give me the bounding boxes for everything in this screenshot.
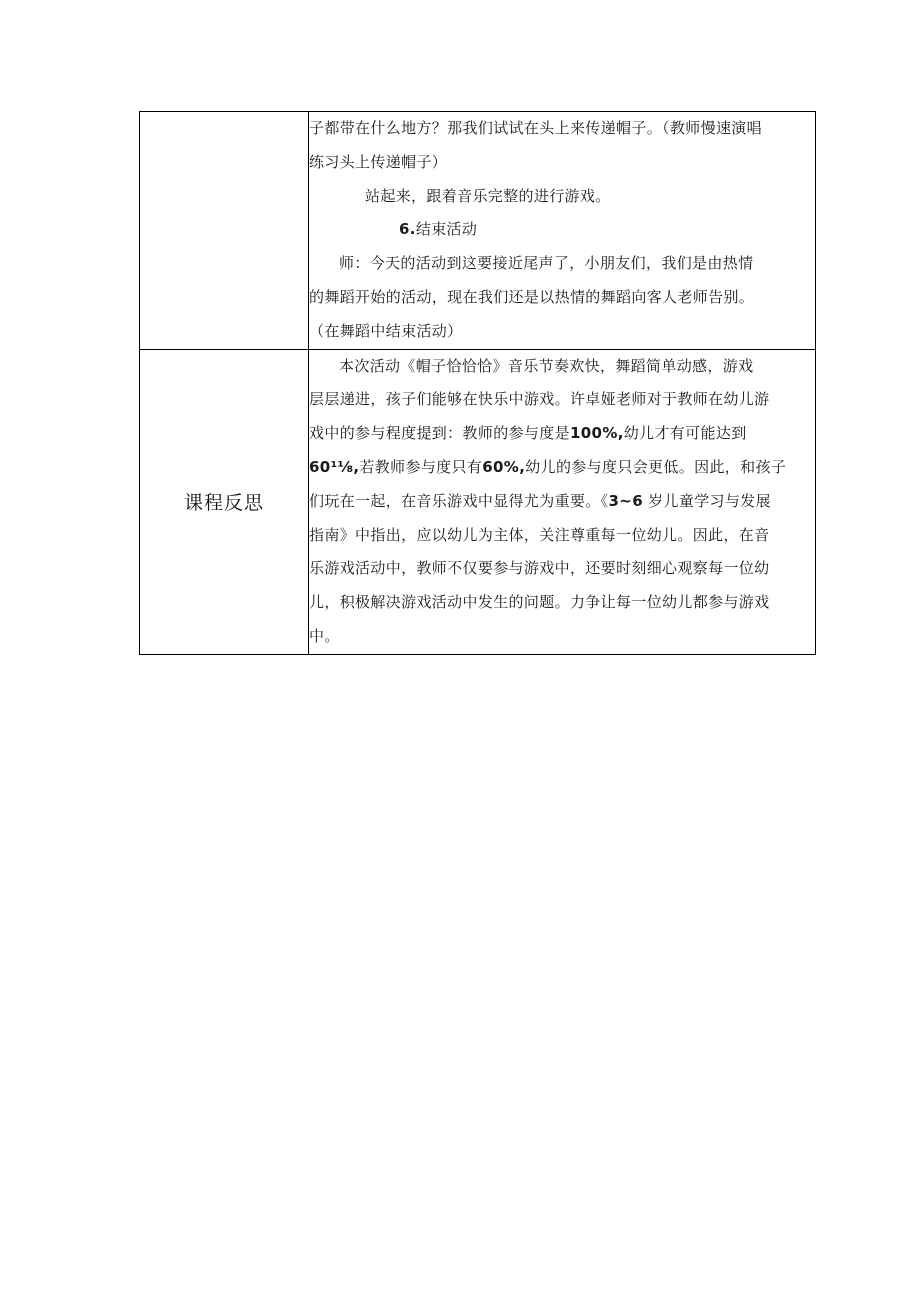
text-run: 幼儿才有可能达到 (623, 424, 747, 443)
paragraph-line: 层层递进，孩子们能够在快乐中游戏。许卓娅老师对于教师在幼儿游 (309, 390, 770, 409)
paragraph-line: 的舞蹈开始的活动，现在我们还是以热情的舞蹈向客人老师告别。 (309, 287, 755, 306)
paragraph-line (309, 485, 815, 519)
paragraph-line: （在舞蹈中结束活动） (309, 321, 463, 340)
paragraph-line: 师：今天的活动到这要接近尾声了，小朋友们，我们是由热情 (339, 254, 754, 273)
text-run: 们玩在一起，在音乐游戏中显得尤为重要。《 (309, 491, 609, 510)
paragraph-line: 子都带在什么地方？那我们试试在头上来传递帽子。（教师慢速演唱 (309, 119, 763, 137)
percentage-value: 100%, (569, 424, 624, 443)
paragraph-line: 本次活动《帽子恰恰恰》音乐节奏欢快，舞蹈简单动感，游戏 (339, 356, 754, 375)
paragraph-line: 中。 (309, 626, 340, 645)
paragraph-line: 练习头上传递帽子） (309, 152, 448, 171)
paragraph-line: 指南》中指出，应以幼儿为主体，关注尊重每一位幼儿。因此，在音 (309, 525, 770, 544)
table-row-activity-end (140, 112, 816, 350)
reflection-content-cell (309, 349, 816, 654)
age-range-value: 3~6 (608, 491, 644, 510)
row-label-cell-empty (140, 112, 309, 350)
text-run: 戏中的参与程度提到：教师的参与度是 (309, 424, 570, 443)
percentage-value: 60¹⅛, (309, 457, 360, 476)
paragraph-line (309, 417, 815, 451)
activity-content-cell (309, 112, 816, 350)
table-row-reflection (140, 349, 816, 654)
paragraph-line: 站起来，跟着音乐完整的进行游戏。 (365, 186, 611, 205)
paragraph-line: 乐游戏活动中，教师不仅要参与游戏中，还要时刻细心观察每一位幼 (309, 559, 770, 578)
lesson-plan-table (139, 111, 816, 655)
text-run: 幼儿的参与度只会更低。因此，和孩子 (525, 457, 787, 476)
text-run: 若教师参与度只有 (359, 457, 483, 476)
paragraph-line (309, 451, 815, 485)
section-number: 6. (399, 220, 416, 239)
percentage-value: 60%, (482, 457, 526, 476)
paragraph-line: 儿，积极解决游戏活动中发生的问题。力争让每一位幼儿都参与游戏 (309, 593, 770, 612)
section-heading-text: 结束活动 (415, 220, 478, 239)
row-label-cell (140, 349, 309, 654)
text-run: 岁儿童学习与发展 (648, 491, 771, 510)
section-heading (309, 213, 815, 247)
course-reflection-label: 课程反思 (183, 492, 264, 515)
